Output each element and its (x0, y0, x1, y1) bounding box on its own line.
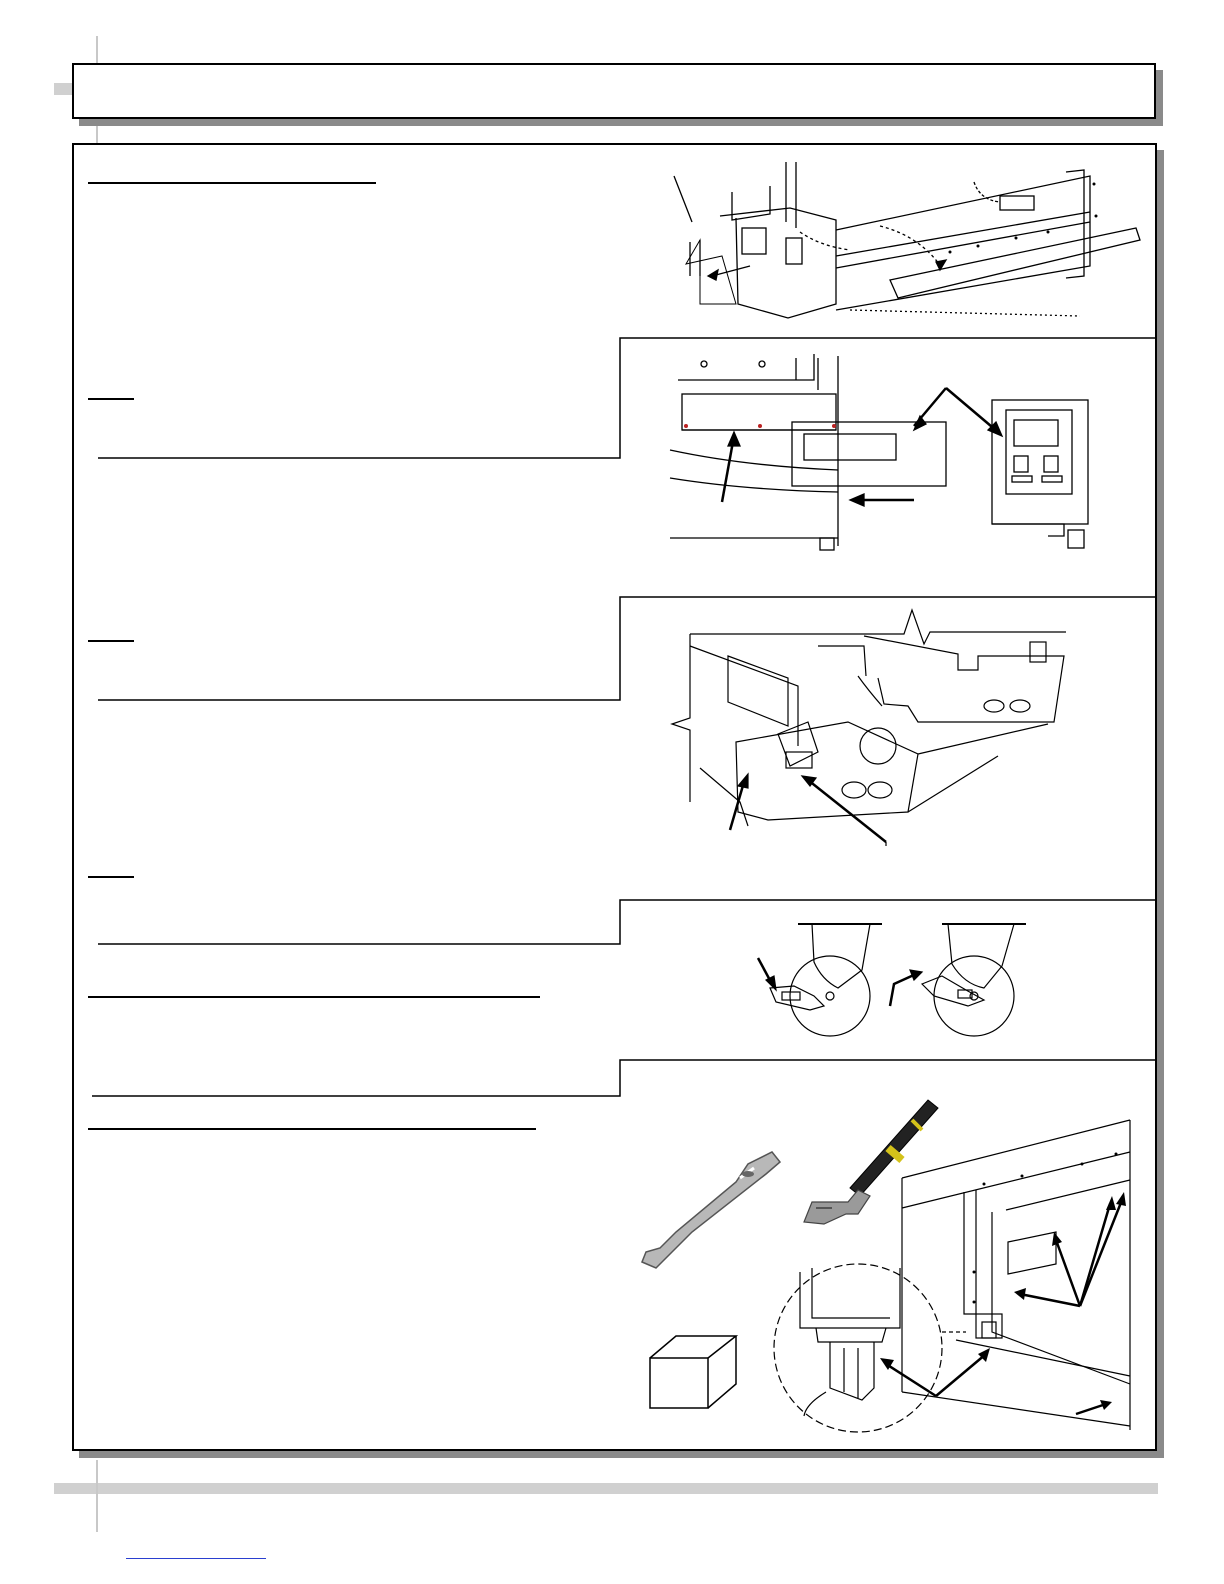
figure-caster-brakes (752, 914, 1042, 1036)
shipping-box-icon (650, 1336, 736, 1408)
figure-underside-electrical-box (668, 606, 1078, 856)
figure-tools-and-leveling-feet (636, 1092, 1136, 1436)
figure-cabinet-base-panels (660, 156, 1150, 332)
pry-bar-icon (642, 1152, 780, 1268)
adjustable-wrench-icon (804, 1100, 938, 1224)
figure-base-panel-and-control (664, 350, 1124, 556)
